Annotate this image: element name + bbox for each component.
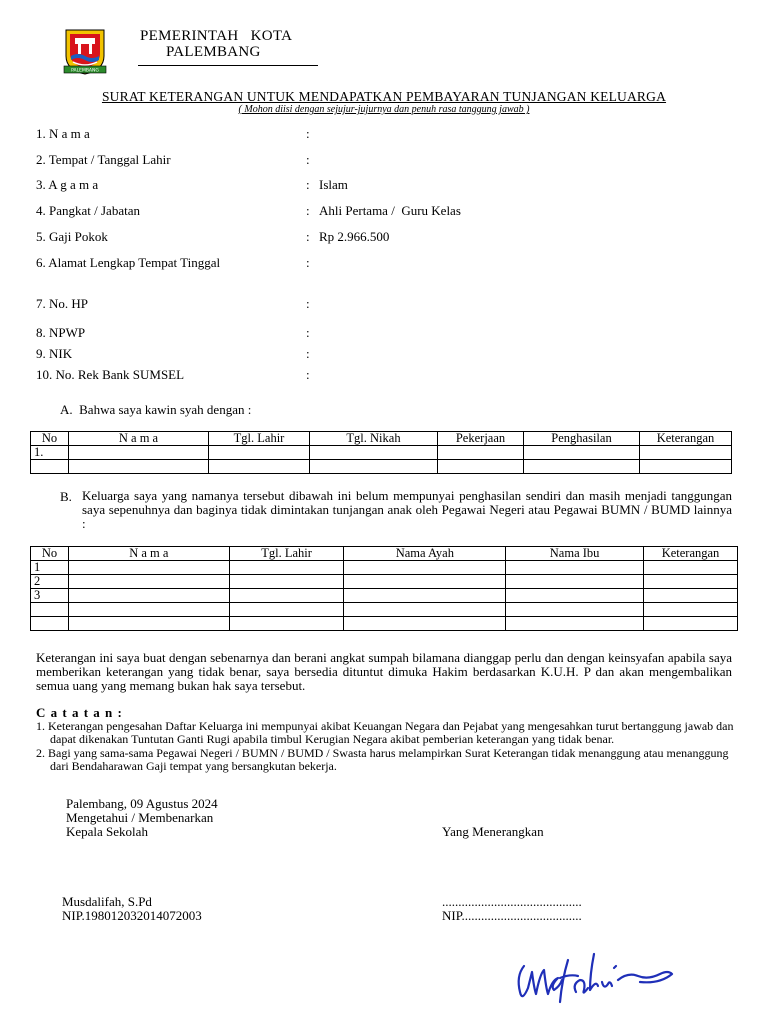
field-label-alamat: 6. Alamat Lengkap Tempat Tinggal	[36, 255, 221, 270]
table-cell	[344, 617, 506, 631]
document-subtitle: ( Mohon diisi dengan sejujur-jujurnya dan penuh rasa tanggung jawab )	[238, 104, 530, 115]
field-colon: :	[306, 229, 310, 244]
table-cell: 1.	[31, 446, 69, 460]
table-row	[31, 561, 738, 575]
table-header-row	[31, 432, 732, 446]
header-line2: PALEMBANG	[166, 44, 261, 60]
field-label-rekening: 10. No. Rek Bank SUMSEL	[36, 367, 185, 382]
dependents-table	[30, 546, 738, 631]
header-divider	[138, 65, 318, 66]
table-header-cell: Tgl. Nikah	[310, 432, 438, 446]
table-cell	[229, 617, 344, 631]
field-value-gaji: Rp 2.966.500	[319, 229, 390, 244]
acknowledged-label: Mengetahui / Membenarkan	[66, 810, 214, 825]
table-header-cell: Tgl. Lahir	[209, 432, 310, 446]
table-cell	[506, 589, 644, 603]
table-cell	[209, 446, 310, 460]
note-item: 2. Bagi yang sama-sama Pegawai Negeri / BUMN / BUMD / Swasta harus melampirkan Surat Keterangan tidak menanggung atau menanggung dari Bendaharawan Gaji tempat yang bersangkutan bekerja.	[36, 746, 729, 773]
field-colon: :	[306, 367, 310, 382]
field-colon: :	[306, 203, 310, 218]
table-header-cell: Pekerjaan	[438, 432, 524, 446]
table-cell: 3	[31, 589, 69, 603]
table-header-cell: Tgl. Lahir	[229, 547, 344, 561]
table-header-cell: N a m a	[69, 432, 209, 446]
field-colon: :	[306, 325, 310, 340]
handwritten-signature-icon	[510, 944, 680, 1008]
table-cell	[68, 575, 229, 589]
table-header-row	[31, 547, 738, 561]
table-cell	[506, 617, 644, 631]
table-header-cell: N a m a	[68, 547, 229, 561]
right-signer-name-line: ...........................................	[442, 894, 582, 909]
table-cell	[229, 575, 344, 589]
table-cell	[68, 589, 229, 603]
field-colon: :	[306, 296, 310, 311]
table-header-cell: Nama Ayah	[344, 547, 506, 561]
table-cell	[644, 603, 738, 617]
table-cell	[31, 460, 69, 474]
field-label-npwp: 8. NPWP	[36, 325, 86, 340]
table-row	[31, 575, 738, 589]
table-cell: 2	[31, 575, 69, 589]
field-colon: :	[306, 126, 310, 141]
table-cell	[31, 603, 69, 617]
table-cell	[209, 460, 310, 474]
table-cell	[506, 575, 644, 589]
table-cell	[506, 561, 644, 575]
palembang-city-emblem-icon	[62, 26, 108, 76]
table-cell	[229, 561, 344, 575]
field-label-pangkat: 4. Pangkat / Jabatan	[36, 203, 140, 218]
right-signer-role: Yang Menerangkan	[442, 824, 544, 839]
government-header	[140, 28, 292, 60]
table-header-cell: No	[31, 432, 69, 446]
table-cell	[524, 460, 640, 474]
field-colon: :	[306, 255, 310, 270]
notes-heading: C a t a t a n :	[36, 705, 123, 720]
table-cell: 1	[31, 561, 69, 575]
table-row	[31, 460, 732, 474]
section-b-label: B.	[60, 489, 72, 504]
field-label-gaji: 5. Gaji Pokok	[36, 229, 108, 244]
table-cell	[69, 460, 209, 474]
emblem-text: PALEMBANG	[71, 68, 99, 74]
section-a-heading: A. Bahwa saya kawin syah dengan :	[60, 402, 252, 417]
field-label-nik: 9. NIK	[36, 346, 73, 361]
field-label-nama: 1. N a m a	[36, 126, 90, 141]
table-header-cell: Penghasilan	[524, 432, 640, 446]
table-cell	[644, 575, 738, 589]
table-cell	[31, 617, 69, 631]
table-cell	[344, 589, 506, 603]
table-cell	[640, 460, 732, 474]
note-item: 1. Keterangan pengesahan Daftar Keluarga ini mempunyai akibat Keuangan Negara dan Pejabat yang mengesahkan turut bertanggung jawab dan dapat dikenakan Tuntutan Ganti Rugi apabila timbul Kerugian Negara akibat pemberian keterangan yang tidak benar.	[36, 719, 734, 746]
table-cell	[344, 561, 506, 575]
left-signer-nip: NIP.198012032014072003	[62, 908, 202, 923]
table-cell	[229, 603, 344, 617]
table-cell	[310, 460, 438, 474]
table-cell	[229, 589, 344, 603]
table-row	[31, 617, 738, 631]
field-value-agama: Islam	[319, 177, 348, 192]
header-line1: PEMERINTAH KOTA	[140, 28, 293, 44]
table-cell	[68, 617, 229, 631]
field-colon: :	[306, 177, 310, 192]
table-header-cell: No	[31, 547, 69, 561]
table-cell	[68, 603, 229, 617]
table-header-cell: Keterangan	[644, 547, 738, 561]
table-header-cell: Nama Ibu	[506, 547, 644, 561]
field-value-pangkat: Ahli Pertama / Guru Kelas	[319, 203, 461, 218]
table-row	[31, 603, 738, 617]
field-label-ttl: 2. Tempat / Tanggal Lahir	[36, 152, 171, 167]
spouse-table	[30, 431, 732, 474]
left-signer-role: Kepala Sekolah	[66, 824, 148, 839]
notes-list	[36, 720, 736, 773]
table-cell	[69, 446, 209, 460]
table-cell	[344, 575, 506, 589]
table-cell	[640, 446, 732, 460]
statement-paragraph: Keterangan ini saya buat dengan sebenarnya dan berani angkat sumpah bilamana dianggap perlu dan dengan keinsyafan apabila saya memberikan keterangan yang tidak benar, saya bersedia dituntut dimuka Hakim berdasarkan K.U.H. P dan akan mengembalikan semua uang yang memang bukan hak saya tersebut.	[36, 650, 732, 693]
table-header-cell: Keterangan	[640, 432, 732, 446]
table-cell	[344, 603, 506, 617]
table-row	[31, 589, 738, 603]
field-label-agama: 3. A g a m a	[36, 177, 99, 192]
table-cell	[506, 603, 644, 617]
table-cell	[310, 446, 438, 460]
table-cell	[438, 446, 524, 460]
table-cell	[644, 589, 738, 603]
table-cell	[644, 561, 738, 575]
field-colon: :	[306, 346, 310, 361]
table-cell	[438, 460, 524, 474]
table-cell	[644, 617, 738, 631]
section-b-text: Keluarga saya yang namanya tersebut dibawah ini belum mempunyai penghasilan sendiri dan masih menjadi tanggungan saya sepenuhnya dan baginya tidak dimintakan tunjangan anak oleh Pegawai Negeri atau Pegawai BUMN / BUMD lainnya :	[82, 488, 732, 531]
field-colon: :	[306, 152, 310, 167]
table-row	[31, 446, 732, 460]
place-date: Palembang, 09 Agustus 2024	[66, 796, 218, 811]
document-title: SURAT KETERANGAN UNTUK MENDAPATKAN PEMBAYARAN TUNJANGAN KELUARGA	[101, 89, 667, 104]
right-signer-nip: NIP.....................................	[442, 908, 582, 923]
field-label-hp: 7. No. HP	[36, 296, 89, 311]
left-signer-name: Musdalifah, S.Pd	[62, 894, 152, 909]
table-cell	[68, 561, 229, 575]
table-cell	[524, 446, 640, 460]
